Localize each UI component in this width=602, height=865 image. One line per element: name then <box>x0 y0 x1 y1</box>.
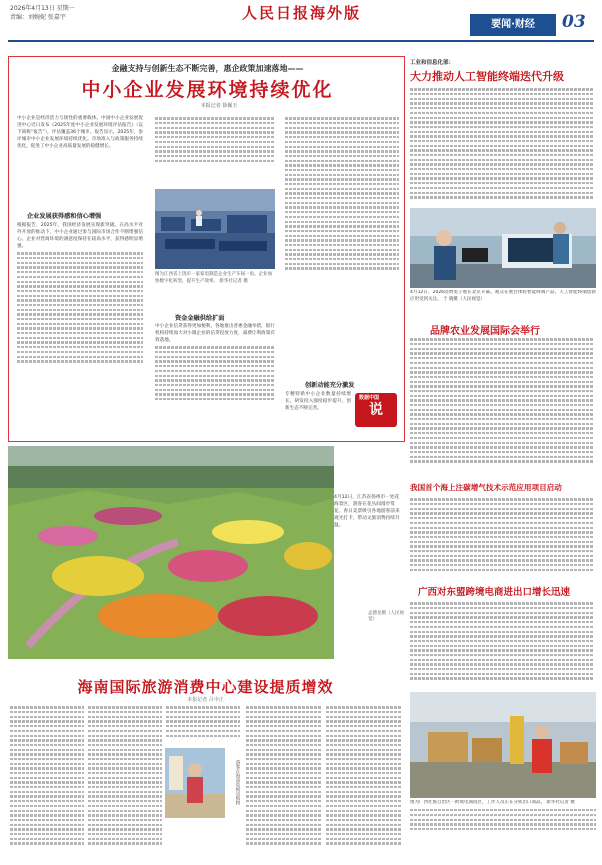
lead-column-3b: 专精特新中小企业数量持续增长，研发投入强度稳步提升，创新生态不断完善。 <box>285 392 351 411</box>
story1-headline[interactable]: 大力推动人工智能终端迭代升级 <box>410 70 564 83</box>
hainan-column-5 <box>326 704 402 860</box>
expo-photo-caption: 4月12日，2026消费电子展在北京开幕。观众在展台体验智能终端产品，人工智能终端创新应用受到关注。 于 晓摄（人民视觉） <box>410 290 596 302</box>
story4-headline[interactable]: 广西对东盟跨境电商进出口增长迅速 <box>418 587 571 598</box>
expo-photo[interactable] <box>410 208 596 288</box>
lead-byline: 本报记者 徐佩玉 <box>200 103 238 109</box>
logistics-image <box>410 692 596 798</box>
story3-body <box>410 496 594 578</box>
lead-column-2 <box>155 115 275 185</box>
hainan-byline: 本报记者 吕中正 <box>187 697 224 703</box>
newspaper-logo: 人民日报海外版 <box>242 4 362 22</box>
page-number: 03 <box>562 12 586 32</box>
story4-body <box>410 600 594 688</box>
factory-image <box>155 189 275 269</box>
lead-headline[interactable]: 中小企业发展环境持续优化 <box>81 79 334 101</box>
duty-free-image <box>165 748 225 818</box>
hainan-column-3 <box>166 704 240 744</box>
story2-body <box>410 336 594 476</box>
logistics-photo[interactable] <box>410 692 596 798</box>
story1-body <box>410 86 594 208</box>
lead-story[interactable] <box>8 56 405 442</box>
story3-headline[interactable]: 我国首个海上注碳增气技术示范应用项目启动 <box>410 483 562 492</box>
duty-free-caption: 游客在海南免税店购物 <box>235 760 240 805</box>
lead-subhead-3: 创新动能充分激发 <box>305 382 355 389</box>
masthead-date: 2026年4月13日 星期一 责编：刘婉妮 张嘉宇 <box>10 5 75 21</box>
lead-subhead-2: 资金金融供给扩面 <box>175 315 225 322</box>
masthead-rule <box>8 40 594 42</box>
hainan-column-1 <box>10 704 84 860</box>
factory-photo-caption: 图为江西省上饶市一家家电制造企业生产车间一角。企业加快数字化转型，提升生产效率。 新华社记者 摄 <box>155 272 272 284</box>
flower-park-caption: 4月12日，江苏省扬州市一处花海景区，游客在花丛间漫步赏花。春日美景吸引各地游客前来观光打卡，带动文旅消费持续升温。 <box>334 495 400 528</box>
duty-free-photo[interactable] <box>165 748 225 818</box>
lead-column-3 <box>285 115 399 377</box>
story2-headline[interactable]: 品牌农业发展国际会举行 <box>430 326 540 337</box>
logistics-photo-caption: 图为广西壮族自治区一跨境电商园区，工作人员正在分拣出口商品。 新华社记者 摄 <box>410 800 596 860</box>
story1-tag: 工业和信息化部： <box>410 60 455 66</box>
section-label: 要闻·财经 <box>470 14 556 36</box>
hainan-headline[interactable]: 海南国际旅游消费中心建设提质增效 <box>77 678 334 696</box>
hainan-column-4 <box>246 704 322 860</box>
masthead <box>0 0 602 50</box>
lead-column-2b: 中小企业信贷获得更加便利。各地推出普惠金融举措，银行机构持续加大对小微企业的信贷投放力度，减费让利政策有效落地。 <box>155 323 275 437</box>
lead-subhead-1: 企业发展获得感和信心增强 <box>27 213 102 220</box>
flower-park-credit: 孟德龙摄（人民视觉） <box>368 611 404 622</box>
hainan-column-2 <box>88 704 162 860</box>
pen-badge: 数据中国 说 <box>355 393 397 427</box>
lead-kicker: 金融支持与创新生态不断完善，惠企政策加速落地—— <box>111 64 304 73</box>
factory-photo[interactable] <box>155 189 275 269</box>
lead-column-1: 中小企业是经济活力与韧性的重要载体。中国中小企业发展促进中心近日发布《2025年度中小企业发展环境评估报告》（以下简称“报告”），评估覆盖36个城市。报告显示，2025年，参评城市中小企业发展环境持续优化。市场准入与政策服务持续优化，促进了中小企业高质量发展的稳健增长。 <box>17 116 143 149</box>
flower-park-image <box>8 446 403 659</box>
flower-park-aerial-photo[interactable] <box>8 446 403 659</box>
lead-column-1b: 根据报告，2025年，我国经济发展实现新突破。在高水平对外开放的推动下，中小企业通过参与国际市场合作不断增强信心。企业对营商环境的满意度保持在较高水平，获得感明显增强。 <box>17 222 143 437</box>
expo-image <box>410 208 596 288</box>
